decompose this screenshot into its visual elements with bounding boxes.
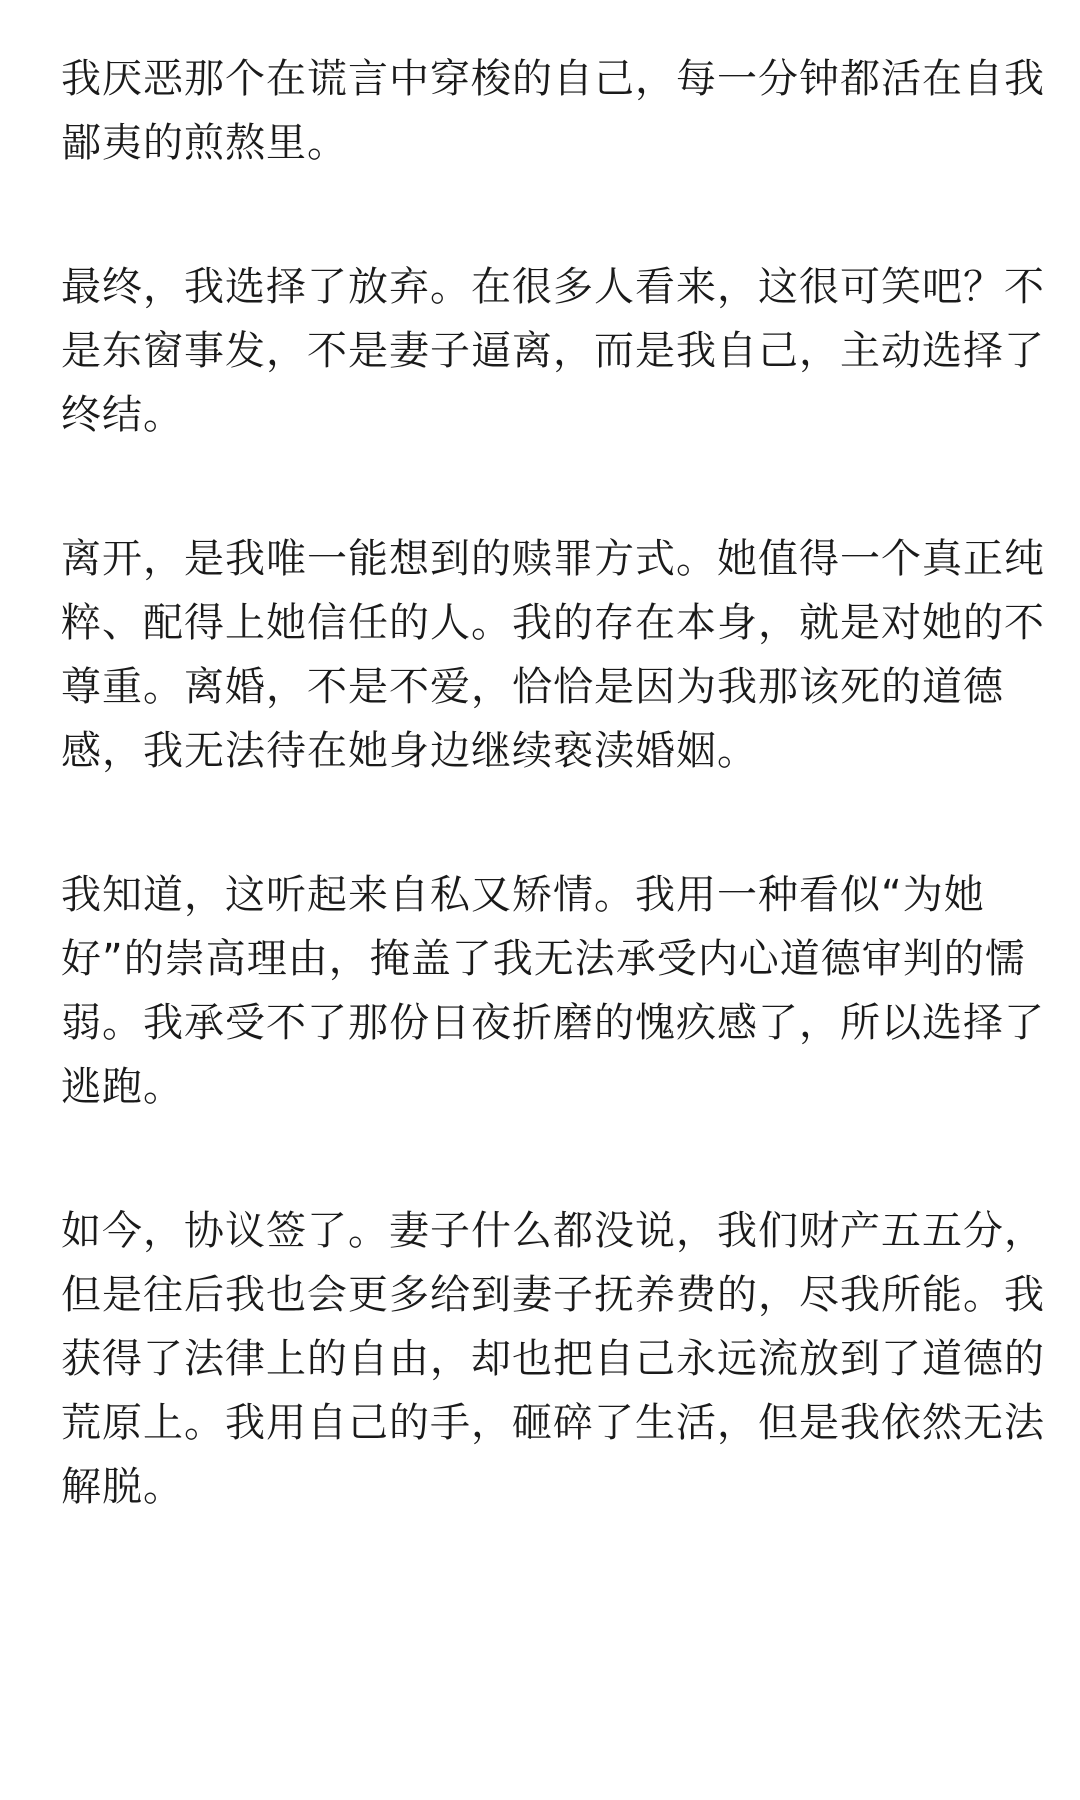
text-line: 如今，协议签了。妻子什么都没说，我们财产五五分， [61,1208,1045,1254]
text-line: 鄙夷的煎熬里。 [61,120,348,166]
text-line: 我知道，这听起来自私又矫情。我用一种看似“为她 [61,872,985,918]
text-line: 终结。 [61,392,184,438]
text-line: 弱。我承受不了那份日夜折磨的愧疚感了，所以选择了 [61,1000,1045,1046]
paragraph-3 [61,527,1045,783]
text-line: 逃跑。 [61,1064,184,1110]
text-line: 解脱。 [61,1464,184,1510]
text-line: 我厌恶那个在谎言中穿梭的自己，每一分钟都活在自我 [61,56,1045,102]
text-line: 是东窗事发，不是妻子逼离，而是我自己，主动选择了 [61,328,1045,374]
text-line: 获得了法律上的自由，却也把自己永远流放到了道德的 [61,1336,1045,1382]
paragraph-2 [61,255,1045,447]
text-line: 感，我无法待在她身边继续亵渎婚姻。 [61,728,758,774]
paragraph-1 [61,47,1045,175]
text-line: 最终，我选择了放弃。在很多人看来，这很可笑吧？不 [61,264,1045,310]
paragraph-5 [61,1199,1045,1519]
text-line: 但是往后我也会更多给到妻子抚养费的，尽我所能。我 [61,1272,1045,1318]
text-line: 好”的崇高理由，掩盖了我无法承受内心道德审判的懦 [61,936,1026,982]
text-line: 荒原上。我用自己的手，砸碎了生活，但是我依然无法 [61,1400,1045,1446]
article-body [61,47,1045,1599]
text-line: 粹、配得上她信任的人。我的存在本身，就是对她的不 [61,600,1045,646]
paragraph-4 [61,863,1045,1119]
text-line: 尊重。离婚，不是不爱，恰恰是因为我那该死的道德 [61,664,1004,710]
text-line: 离开，是我唯一能想到的赎罪方式。她值得一个真正纯 [61,536,1045,582]
